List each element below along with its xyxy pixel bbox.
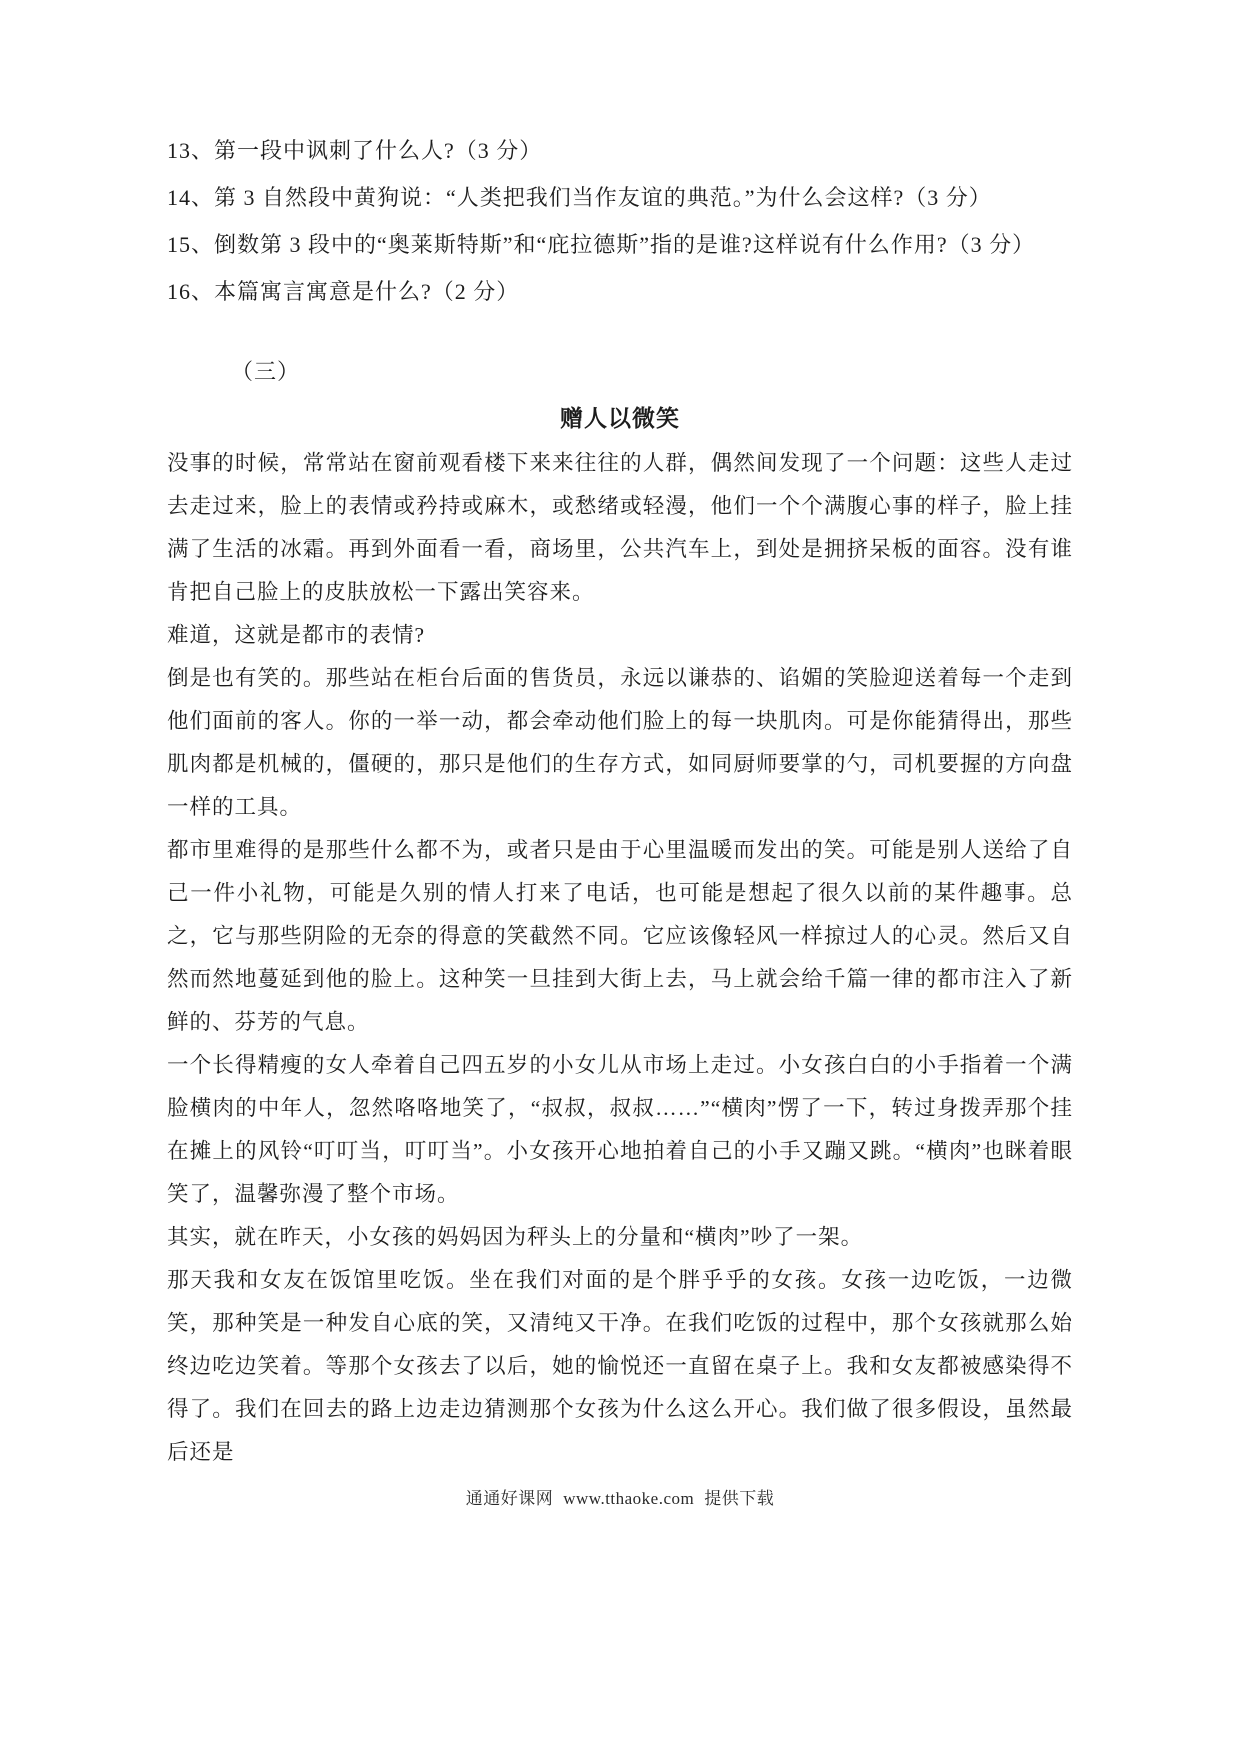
footer-url: www.tthaoke.com [563,1489,695,1508]
page-footer [0,1484,1240,1509]
paragraph: 那天我和女友在饭馆里吃饭。坐在我们对面的是个胖乎乎的女孩。女孩一边吃饭，一边微笑，那种笑是一种发自心底的笑，又清纯又干净。在我们吃饭的过程中，那个女孩就那么始终边吃边笑着。等那个女孩去了以后，她的愉悦还一直留在桌子上。我和女友都被感染得不得了。我们在回去的路上边走边猜测那个女孩为什么这么开心。我们做了很多假设，虽然最后还是 [167,1268,1073,1464]
paragraph: 没事的时候，常常站在窗前观看楼下来来往往的人群，偶然间发现了一个问题：这些人走过去走过来，脸上的表情或矜持或麻木，或愁绪或轻漫，他们一个个满腹心事的样子，脸上挂满了生活的冰霜。再到外面看一看，商场里，公共汽车上，到处是拥挤呆板的面容。没有谁肯把自己脸上的皮肤放松一下露出笑容来。 [167,451,1073,604]
paragraph: 都市里难得的是那些什么都不为，或者只是由于心里温暖而发出的笑。可能是别人送给了自己一件小礼物，可能是久别的情人打来了电话，也可能是想起了很久以前的某件趣事。总之，它与那些阴险的无奈的得意的笑截然不同。它应该像轻风一样掠过人的心灵。然后又自然而然地蔓延到他的脸上。这种笑一旦挂到大街上去，马上就会给千篇一律的都市注入了新鲜的、芬芳的气息。 [167,838,1073,1034]
question-list [167,127,1073,315]
essay-title: 赠人以微笑 [560,406,680,431]
page-content [167,127,1073,1474]
paragraph: 难道，这就是都市的表情? [167,623,426,647]
footer-site-name: 通通好课网 [465,1489,554,1508]
essay-body [167,442,1073,1474]
footer-suffix: 提供下载 [704,1489,775,1508]
paragraph: 倒是也有笑的。那些站在柜台后面的售货员，永远以谦恭的、谄媚的笑脸迎送着每一个走到他们面前的客人。你的一举一动，都会牵动他们脸上的每一块肌肉。可是你能猜得出，那些肌肉都是机械的，僵硬的，那只是他们的生存方式，如同厨师要掌的勺，司机要握的方向盘一样的工具。 [167,666,1073,819]
question-item-13: 13、第一段中讽刺了什么人?（3 分） [167,138,543,163]
section-marker: （三） [231,359,301,384]
paragraph: 其实，就在昨天，小女孩的妈妈因为秤头上的分量和“横肉”吵了一架。 [167,1225,864,1249]
question-item-16: 16、本篇寓言寓意是什么?（2 分） [167,279,520,304]
question-item-14: 14、第 3 自然段中黄狗说：“人类把我们当作友谊的典范。”为什么会这样?（3 分） [167,185,992,210]
question-item-15: 15、倒数第 3 段中的“奥莱斯特斯”和“庇拉德斯”指的是谁?这样说有什么作用?（3 分） [167,232,1036,257]
paragraph: 一个长得精瘦的女人牵着自己四五岁的小女儿从市场上走过。小女孩白白的小手指着一个满脸横肉的中年人，忽然咯咯地笑了，“叔叔，叔叔……”“横肉”愣了一下，转过身拨弄那个挂在摊上的风铃“叮叮当，叮叮当”。小女孩开心地拍着自己的小手又蹦又跳。“横肉”也眯着眼笑了，温馨弥漫了整个市场。 [167,1053,1073,1206]
